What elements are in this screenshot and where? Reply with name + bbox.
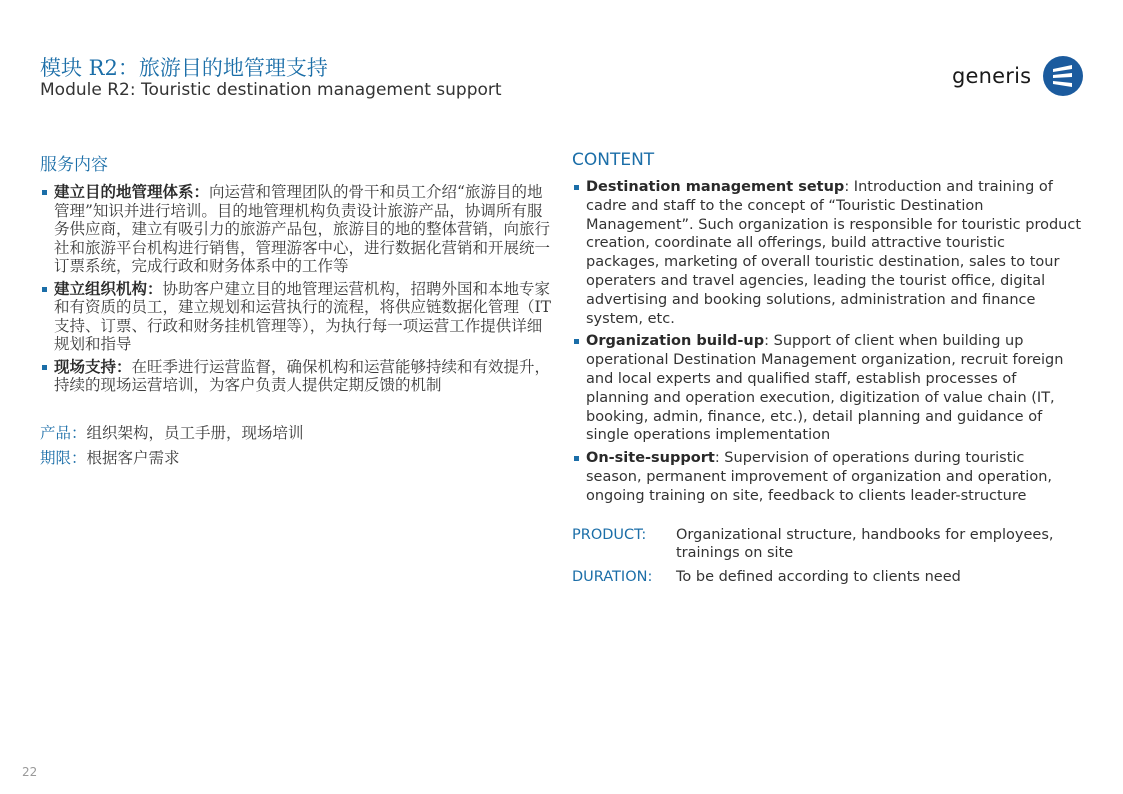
item-text: : Supervision of operations during touristic season, permanent improvement of organization and operation, ongoing training on site, feedback to clients leader-structure <box>586 450 1053 504</box>
item-text: 在旺季进行运营监督，确保机构和运营能够持续和有效提升，持续的现场运营培训，为客户负责人提供定期反馈的机制 <box>54 357 551 394</box>
duration-row-en <box>572 568 1082 587</box>
page-number: 22 <box>22 765 38 779</box>
square-bullet-icon <box>574 339 579 344</box>
product-value: Organizational structure, handbooks for employees, trainings on site <box>676 526 1054 562</box>
generis-logo <box>952 56 1083 96</box>
item-title: 建立目的地管理体系： <box>54 182 210 201</box>
duration-row-zh <box>40 446 552 471</box>
list-item <box>572 449 1082 505</box>
logo-text: generis <box>952 64 1032 88</box>
item-title: 现场支持： <box>54 356 132 376</box>
service-list-zh <box>40 183 552 395</box>
duration-value: To be defined according to clients need <box>676 569 961 586</box>
item-title: Organization build-up <box>586 333 765 350</box>
item-title: On-site-support <box>586 450 715 467</box>
meta-en <box>572 526 1082 587</box>
product-row-en <box>572 526 1082 564</box>
english-content-column <box>572 150 1082 592</box>
service-list-en <box>572 178 1082 506</box>
duration-label: DURATION: <box>572 569 653 586</box>
item-text: : Introduction and training of cadre and staff to the concept of “Touristic Destination Management”. Such organization is responsible for touristic product creation, coordinate all offerings, build attractive touristic packages, marketing of overall touristic destination, sales to tour operaters and travel agencies, leading the tourist office, digital advertising and booking solutions, administration and finance system, etc. <box>586 179 1082 327</box>
page-title-chinese: 模块 R2：旅游目的地管理支持 <box>40 56 328 80</box>
square-bullet-icon <box>574 456 579 461</box>
product-label: PRODUCT: <box>572 526 647 543</box>
item-text: 协助客户建立目的地管理运营机构，招聘外国和本地专家和有资质的员工，建立规划和运营执行的流程，将供应链数据化管理（IT支持、订票、行政和财务挂机管理等），为执行每一项运营工作提供详细规划和指导 <box>54 279 551 353</box>
product-value: 组织架构，员工手册，现场培训 <box>86 423 304 442</box>
product-row-zh <box>40 421 552 446</box>
item-text: : Support of client when building up operational Destination Management organization, recruit foreign and local experts and qualified staff, establish processes of planning and operation execution, digitization of value chain (IT, booking, admin, finance, etc.), detail planning and guidance of single operations implementation <box>586 333 1064 444</box>
item-text: 向运营和管理团队的骨干和员工介绍“旅游目的地管理”知识并进行培训。目的地管理机构负责设计旅游产品，协调所有服务供应商，建立有吸引力的旅游产品包，旅游目的地的整体营销，向旅行社和旅游平台机构进行销售，管理游客中心，进行数据化营销和开展统一订票系统，完成行政和财务体系中的工作等 <box>54 183 551 275</box>
square-bullet-icon <box>42 190 47 195</box>
generis-logo-icon <box>1043 56 1083 96</box>
chinese-content-column <box>40 150 552 471</box>
page-title-english: Module R2: Touristic destination management support <box>40 80 502 100</box>
list-item <box>572 332 1082 445</box>
list-item <box>40 183 552 276</box>
item-title: 建立组织机构： <box>54 278 163 298</box>
square-bullet-icon <box>574 185 579 190</box>
list-item <box>40 358 552 395</box>
square-bullet-icon <box>42 365 47 370</box>
meta-zh <box>40 421 552 471</box>
duration-label: 期限： <box>40 448 87 467</box>
duration-value: 根据客户需求 <box>86 448 180 467</box>
section-heading-zh: 服务内容 <box>40 155 108 175</box>
section-heading-en: CONTENT <box>572 150 655 170</box>
product-label: 产品： <box>40 423 87 442</box>
square-bullet-icon <box>42 287 47 292</box>
list-item <box>40 280 552 354</box>
list-item <box>572 178 1082 328</box>
item-title: Destination management setup <box>586 179 845 195</box>
